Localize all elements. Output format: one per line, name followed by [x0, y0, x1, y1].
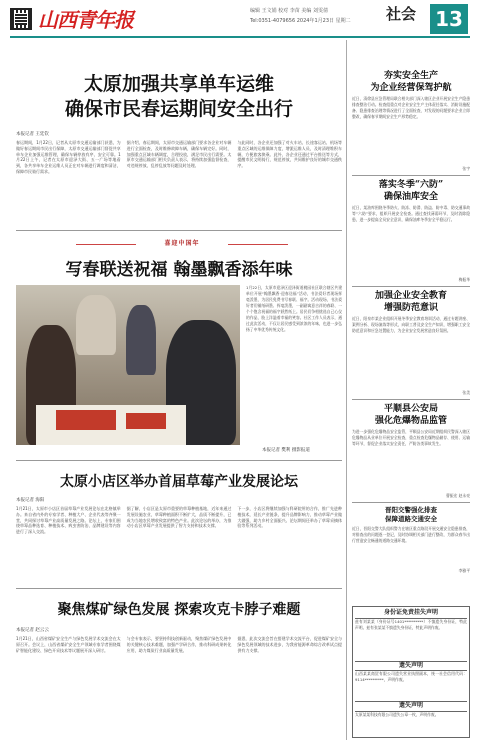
notice-heading: 遗失声明 [355, 701, 467, 712]
notice-heading: 身份证免责挂失声明 [355, 609, 467, 619]
qr-code-icon [10, 8, 32, 30]
sidebar-title: 夯实安全生产 为企业经营保驾护航 [370, 71, 452, 93]
section-title: 社会 [386, 5, 417, 23]
story3-byline: 本报记者 海阳 [16, 498, 45, 503]
newspaper-logo: 山西青年报 [38, 8, 133, 32]
story3-title: 太原小店区举办首届草莓产业发展论坛 [60, 474, 298, 490]
sidebar [352, 70, 470, 574]
sidebar-title: 平顺县公安局 强化危爆物品监管 [374, 404, 447, 427]
sidebar-title: 加强企业安全教育 增强防范意识 [374, 291, 447, 314]
divider [16, 230, 342, 231]
masthead [0, 0, 480, 40]
page-number: 13 [430, 4, 468, 34]
story4-byline: 本报记者 赵云云 [16, 628, 49, 633]
sidebar-author: 梅振华 [458, 277, 470, 283]
story4-title: 聚焦煤矿绿色发展 探索攻克卡脖子难题 [57, 602, 301, 618]
sidebar-author: 李雅平 [458, 568, 470, 574]
sidebar-title: 落实冬季“六防” 确保油库安全 [378, 180, 444, 203]
story2-body: 1月22日，太原市迎泽区迎泽街道桃园社区联合辖区共建单位开展“翰墨飘香·迎春送福”活动，书法爱好者现场挥毫泼墨，为居民免费书写春联、福字。活动现场，书法爱好者们铺纸研墨、挥毫泼墨，一副副寓意吉祥的春联、一个个饱含祝福的福字跃然纸上。居民们争相挑选自己心仪的作品，脸上洋溢着幸福的笑容。社区工作人员表示，通过此次活动，不仅让居民感受到浓浓的年味，也进一步弘扬了中华优秀传统文化。 [246, 285, 342, 333]
notice-heading: 遗失声明 [355, 661, 467, 672]
calligraphy-photo [16, 285, 240, 445]
contact-line: Tel:0351-4079656 2024年1月23日 星期二 [250, 18, 351, 24]
story1-title: 太原加强共享单车运维 确保市民春运期间安全出行 [64, 73, 293, 120]
notice-body: 山西某某商贸有限公司遗失营业执照副本，统一社会信用代码：9114**********，声明作废。 [355, 671, 467, 683]
sidebar-body: 为进一步强化危爆物品安全监管，平顺县公安局近期组织民警深入辖区危爆物品从业单位开展安全检查，重点检查危爆物品储存、使用、运输等环节，督促企业落实安全责任，严防各类事故发生。 [352, 429, 470, 447]
story1-body: 春运期间，1月22日，记者从太原市交通运输部门获悉，为做好春运期间市民出行保障，太原市交通运输部门督促共享单车企业加强运维管理，确保车辆停放有序、安全可靠。1月22日上午，记者在太原市迎泽大街、五一广场等地看到，各共享单车企业运维人员正在对车辆进行调度和清洁，保障市民骑行需求。 据介绍，春运期间，太原市交通运输部门要求各企业对车辆进行全面检查，及时维修故障车辆，确保车辆完好。同时，加强重点区域车辆调度，合理投放，满足市民出行需要。太原市交通运输部门相关负责人表示，将持续加强监督检查，对违规停放、乱停乱放等问题及时处理。 与此同时，各企业还加强了对火车站、长途客运站、机场等重点区域的运维保障力度，增派运维人员，及时清理堆积车辆，方便旅客换乘。此外，各企业还通过平台推送等方式，提醒市民文明骑行，规范停放，共同维护良好的城市交通秩序。 [16, 140, 342, 174]
sidebar-body: 近日，晋阳交警大队组织警力在辖区重点路段开展交通安全隐患排查，对排查出的问题逐一登记，及时协调相关部门进行整改，为群众春节出行营造安全畅通的道路交通环境。 [352, 526, 470, 544]
sidebar-author: 张美 [462, 390, 470, 396]
editor-line: 编辑 王文娟 校对 李苗 美编 刘雯倩 [250, 8, 328, 14]
column-divider [346, 40, 347, 740]
sidebar-body: 近日，阳泉市某企业组织开展冬季安全教育培训活动，通过专题讲座、案例分析、现场演练等形式，向职工普及安全生产知识，增强职工安全防范意识和应急处置能力，为企业安全发展营造良好氛围。 [352, 316, 470, 334]
divider [16, 460, 342, 461]
notices-box [352, 606, 470, 738]
story2-title: 写春联送祝福 翰墨飘香添年味 [65, 260, 293, 280]
sidebar-author: 曹振宏 赵永亮 [446, 493, 470, 499]
sidebar-title: 晋阳交警强化排查 保障道路交通安全 [385, 506, 437, 524]
sidebar-body: 近日，某油库围绕冬季防火、防冻、防滑、防盗、防中毒、防交通事故等“六防”要求，组织开展安全检查。通过查找薄弱环节，及时消除隐患，进一步提高全员安全意识，确保油库冬季安全平稳运行。 [352, 205, 470, 223]
story2-credit: 本报记者 樊利 摄影报道 [262, 448, 310, 453]
feature-banner: 喜迎中国年 [62, 237, 302, 251]
story3-body: 1月21日，太原市小店区首届草莓产业发展论坛在北格镇举办。来自省内外的专家学者、种植大户、企业代表等齐聚一堂，共同探讨草莓产业高质量发展之路。论坛上，专家们围绕草莓品种选育、种植技术、病虫害防治、品牌建设等内容进行了深入交流。 据了解，小店区是太原市重要的草莓种植基地，近年来通过发展设施农业，草莓种植面积不断扩大，品质不断提升，已成为当地农民增收致富的特色产业。此次论坛的举办，为推动小店区草莓产业发展提供了智力支持和技术支撑。 下一步，小店区将继续加强与科研院所的合作，推广先进种植技术，延长产业链条，提升品牌影响力，推动草莓产业做大做强，助力乡村全面振兴。论坛期间还举办了草莓采摘体验等系列活动。 [16, 506, 342, 535]
story4-body: 1月21日，山西省煤矿安全生产与绿色发展学术交流会在太原召开。会议上，山西省煤矿安全生产领域专家学者围绕煤矿智能化建设、绿色开采技术等议题展开深入研讨。 与会专家表示，要坚持科技创新驱动，聚焦煤矿绿色发展中的关键核心技术难题，加强产学研合作，推动科研成果转化应用，助力煤炭行业高质量发展。 据悉，此次交流会旨在搭建学术交流平台，促进煤矿安全与绿色发展领域的技术进步，为我省能源革命综合改革试点提供有力支撑。 [16, 636, 342, 653]
story1-byline: 本报记者 王廷钦 [16, 132, 49, 137]
masthead-rule [10, 36, 470, 38]
sidebar-author: 张宇 [462, 166, 470, 171]
divider [16, 588, 342, 589]
notice-body: 兹有刘某某（身份证号1401**********）不慎遗失身份证，特此声明。兹有张某某不慎遗失身份证，特此声明作废。 [355, 618, 467, 630]
sidebar-body: 近日，清徐县应急管理局联合相关部门深入辖区企业开展安全生产隐患排查整治行动。检查组重点对企业安全生产主体责任落实、消防设施配备、隐患排查治理等情况进行了全面检查，对发现的问题要求企业立即整改，确保春节期间安全生产形势稳定。 [352, 96, 470, 120]
notice-body: 太原某某科技有限公司遗失公章一枚，声明作废。 [355, 712, 439, 718]
